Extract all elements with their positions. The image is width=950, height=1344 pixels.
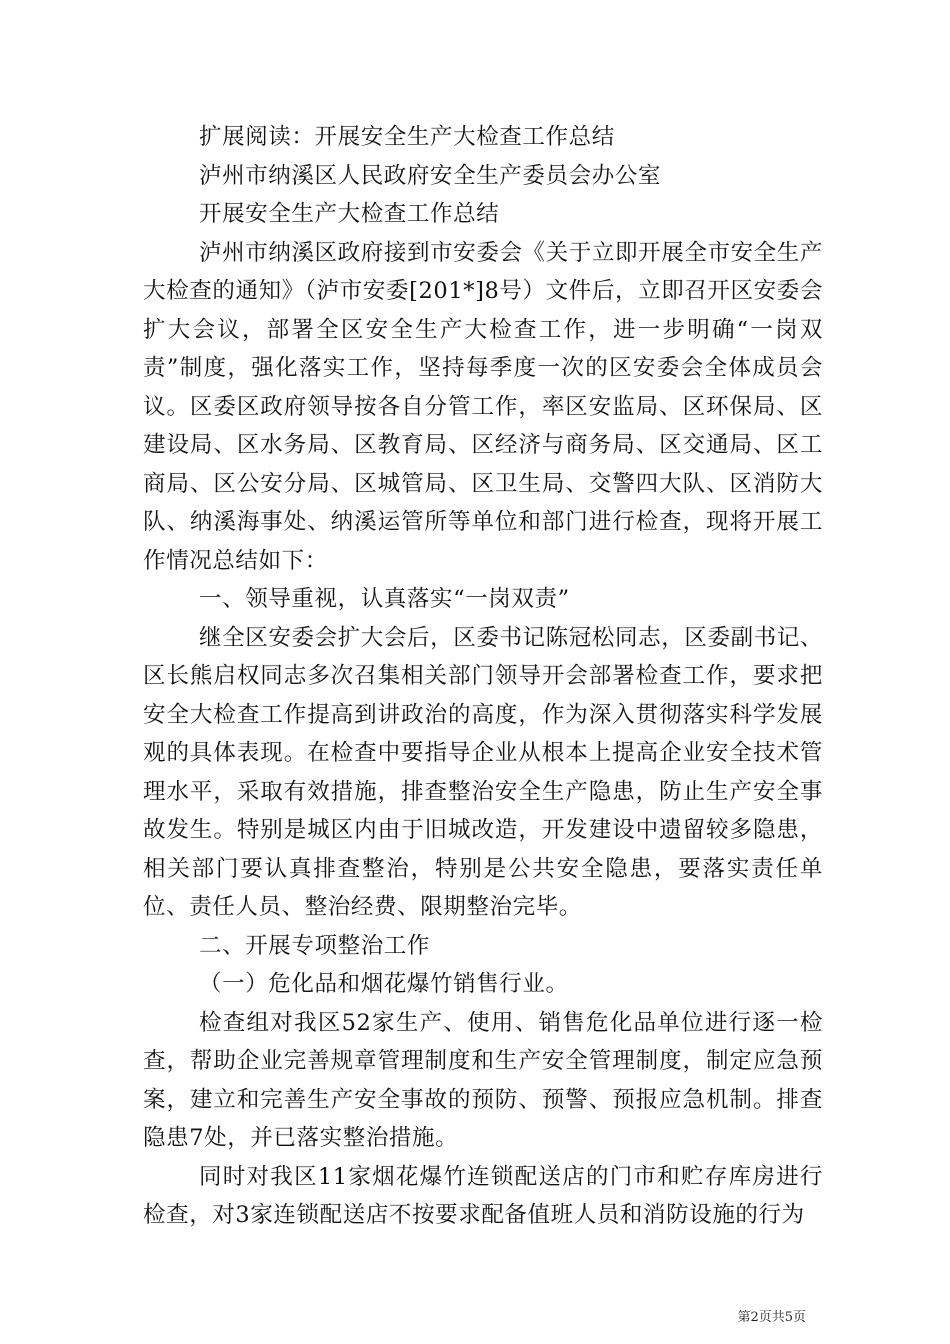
subsection-1-paragraph-2: 同时对我区11家烟花爆竹连锁配送店的门市和贮存库房进行检查，对3家连锁配送店不按要求配备值班人员和消防设施的行为 [143, 1163, 823, 1228]
section-heading-2: 二、开展专项整治工作 [199, 932, 431, 959]
issuing-office: 泸州市纳溪区人民政府安全生产委员会办公室 [199, 162, 662, 189]
subsection-1-paragraph: 检查组对我区52家生产、使用、销售危化品单位进行逐一检查，帮助企业完善规章管理制度和生产安全管理制度，制定应急预案，建立和完善生产安全事故的预防、预警、预报应急机制。排查隐患7处，并已落实整治措施。 [143, 1009, 823, 1151]
document-title: 开展安全生产大检查工作总结 [199, 201, 500, 227]
subsection-heading-1: （一）危化品和烟花爆竹销售行业。 [199, 971, 569, 997]
heading-extended-reading: 扩展阅读：开展安全生产大检查工作总结 [199, 124, 615, 150]
section-heading-1: 一、领导重视，认真落实“一岗双责” [199, 586, 570, 612]
intro-paragraph: 泸州市纳溪区政府接到市安委会《关于立即开展全市安全生产大检查的通知》（泸市安委[201*]8号）文件后，立即召开区安委会扩大会议，部署全区安全生产大检查工作，进一步明确“一岗双责”制度，强化落实工作，坚持每季度一次的区安委会全体成员会议。区委区政府领导按各自分管工作，率区安监局、区环保局、区建设局、区水务局、区教育局、区经济与商务局、区交通局、区工商局、区公安分局、区城管局、区卫生局、交警四大队、区消防大队、纳溪海事处、纳溪运管所等单位和部门进行检查，现将开展工作情况总结如下： [143, 239, 823, 574]
document-body [143, 118, 823, 1235]
section-1-paragraph: 继全区安委会扩大会后，区委书记陈冠松同志，区委副书记、区长熊启权同志多次召集相关部门领导开会部署检查工作，要求把安全大检查工作提高到讲政治的高度，作为深入贯彻落实科学发展观的具体表现。在检查中要指导企业从根本上提高企业安全技术管理水平，采取有效措施，排查整治安全生产隐患，防止生产安全事故发生。特别是城区内由于旧城改造，开发建设中遗留较多隐患，相关部门要认真排查整治，特别是公共安全隐患，要落实责任单位、责任人员、整治经费、限期整治完毕。 [143, 624, 823, 920]
page-number: 第2页共5页 [737, 1310, 806, 1325]
